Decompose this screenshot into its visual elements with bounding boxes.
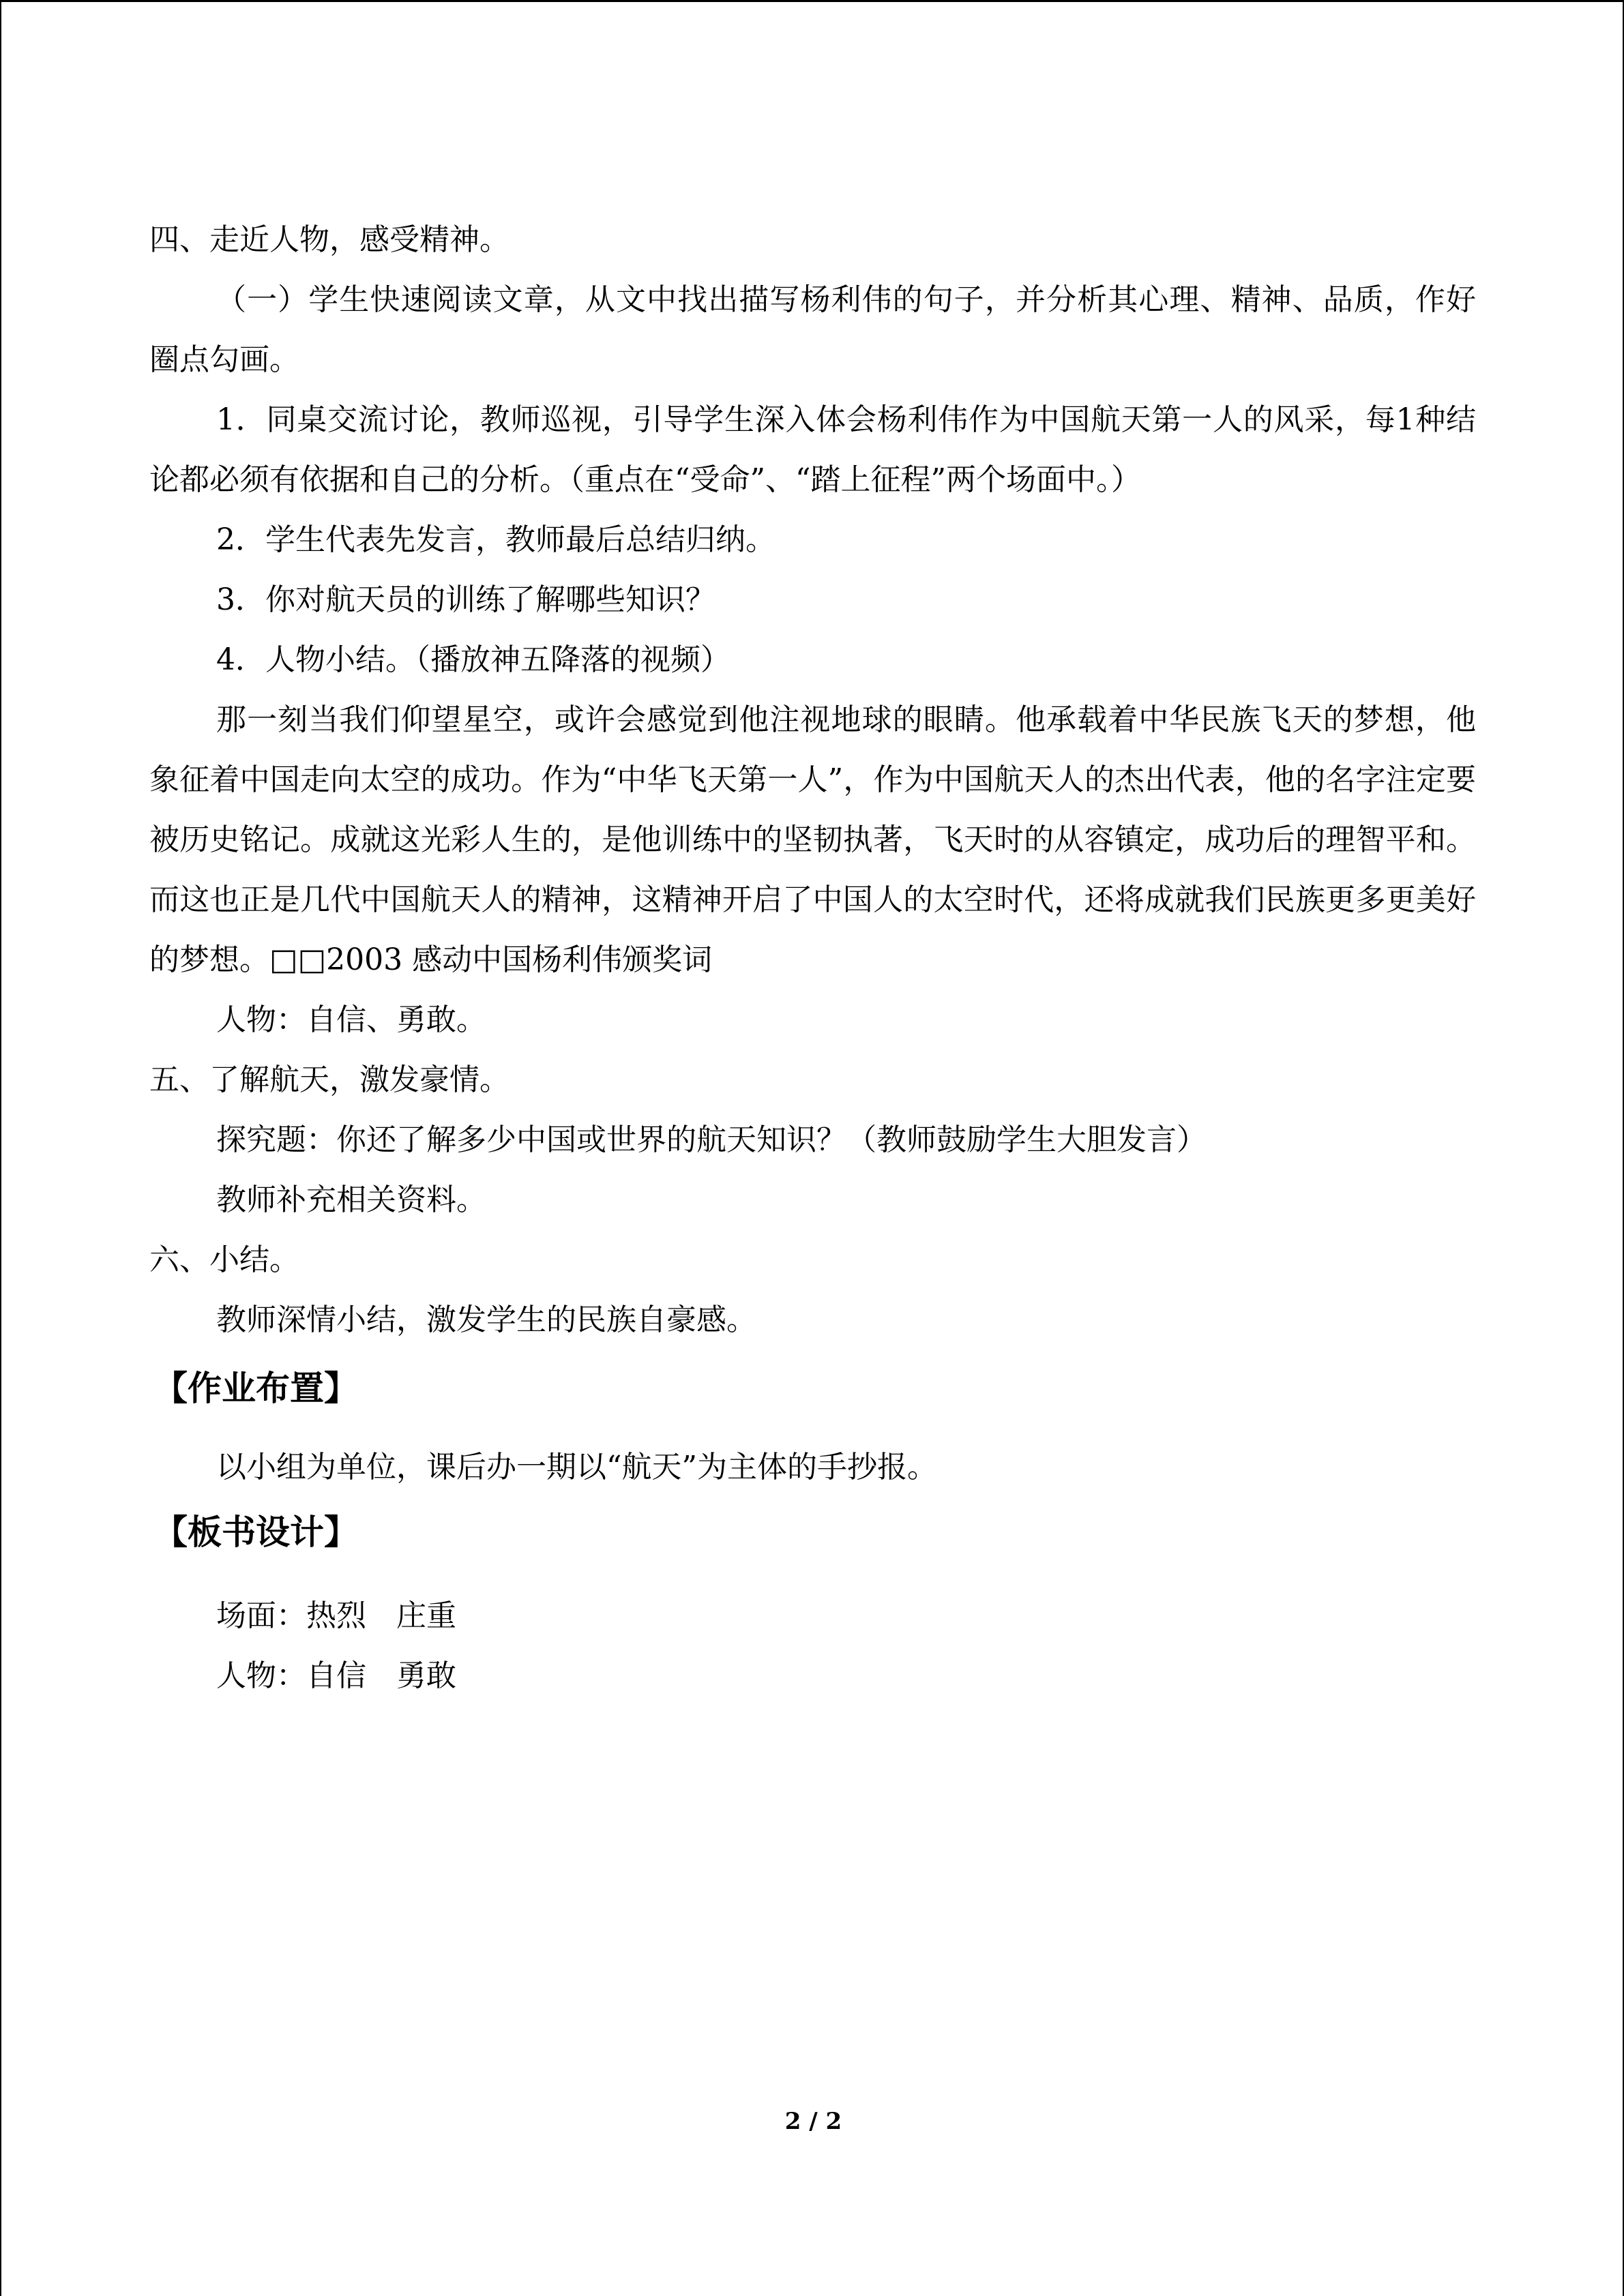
teacher-supplement: 教师补充相关资料。: [216, 1182, 486, 1217]
list-item-4: 4．人物小结。（播放神五降落的视频）: [216, 642, 730, 677]
board-design-heading: 【板书设计】: [153, 1512, 358, 1552]
homework-heading: 【作业布置】: [153, 1369, 358, 1408]
award-citation-paragraph: 那一刻当我们仰望星空，或许会感觉到他注视地球的眼睛。他承载着中华民族飞天的梦想，他象征着中国走向太空的成功。作为“中华飞天第一人”，作为中国航天人的杰出代表，他的名字注定要被历史铭记。成就这光彩人生的，是他训练中的坚韧执著，飞天时的从容镇定，成功后的理智平和。而这也正是几代中国航天人的精神，这精神开启了中国人的太空时代，还将成就我们民族更多更美好的梦想。□□2003 感动中国杨利伟颁奖词: [149, 702, 1476, 977]
paragraph-reading-task: （一）学生快速阅读文章，从文中找出描写杨利伟的句子，并分析其心理、精神、品质，作好圈点勾画。: [149, 282, 1476, 377]
page-number: 2 / 2: [784, 2108, 842, 2135]
list-item-3: 3．你对航天员的训练了解哪些知识？: [216, 582, 715, 617]
inquiry-question: 探究题：你还了解多少中国或世界的航天知识？（教师鼓励学生大胆发言）: [216, 1122, 1207, 1157]
homework-text: 以小组为单位，课后办一期以“航天”为主体的手抄报。: [216, 1450, 937, 1485]
board-line-scene: 场面：热烈 庄重: [216, 1598, 456, 1633]
section-heading-6: 六、小结。: [149, 1242, 299, 1277]
board-line-character: 人物：自信 勇敢: [216, 1658, 456, 1693]
list-item-1: 1．同桌交流讨论，教师巡视，引导学生深入体会杨利伟作为中国航天第一人的风采，每1种结论都必须有依据和自己的分析。（重点在“受命”、“踏上征程”两个场面中。）: [149, 402, 1476, 497]
document-body: [149, 210, 1476, 1706]
section-heading-5: 五、了解航天，激发豪情。: [149, 1062, 510, 1097]
list-item-2: 2．学生代表先发言，教师最后总结归纳。: [216, 522, 776, 557]
summary-paragraph: 教师深情小结，激发学生的民族自豪感。: [216, 1302, 756, 1337]
character-summary: 人物：自信、勇敢。: [216, 1002, 486, 1037]
section-heading-4: 四、走近人物，感受精神。: [149, 222, 510, 257]
